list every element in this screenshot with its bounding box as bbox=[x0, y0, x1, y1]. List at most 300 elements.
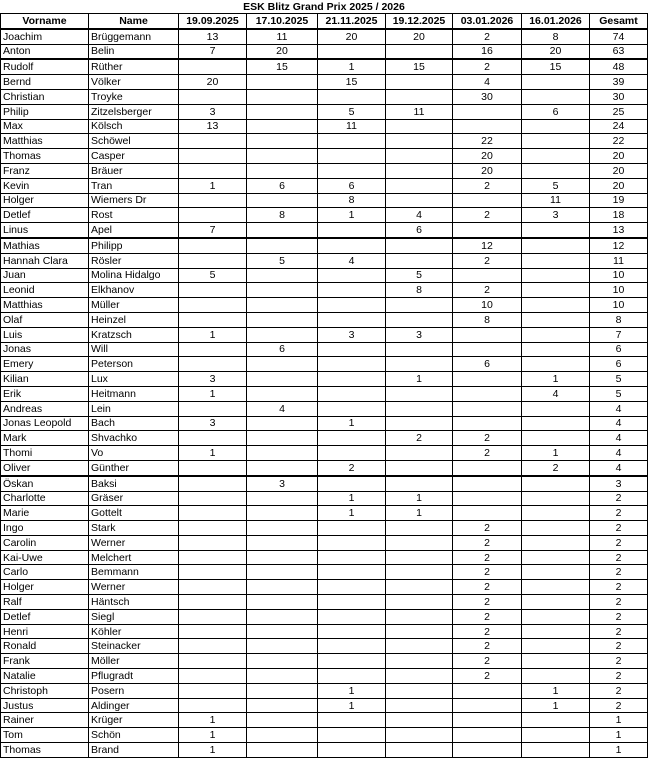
cell-date-4[interactable] bbox=[386, 521, 453, 536]
cell-date-2[interactable] bbox=[247, 639, 318, 654]
cell-date-5[interactable] bbox=[453, 698, 522, 713]
cell-vorname[interactable]: Anton bbox=[1, 44, 89, 59]
cell-date-4[interactable] bbox=[386, 669, 453, 684]
cell-date-5[interactable]: 2 bbox=[453, 565, 522, 580]
cell-date-5[interactable] bbox=[453, 342, 522, 357]
cell-gesamt[interactable]: 2 bbox=[590, 698, 648, 713]
cell-name[interactable]: Molina Hidalgo bbox=[89, 268, 179, 283]
cell-date-3[interactable]: 2 bbox=[318, 460, 386, 475]
cell-date-2[interactable]: 15 bbox=[247, 59, 318, 74]
cell-date-2[interactable] bbox=[247, 238, 318, 253]
cell-vorname[interactable]: Henri bbox=[1, 624, 89, 639]
column-header-gesamt[interactable]: Gesamt bbox=[590, 14, 648, 29]
cell-date-1[interactable] bbox=[179, 431, 247, 446]
cell-date-4[interactable] bbox=[386, 134, 453, 149]
cell-name[interactable]: Shvachko bbox=[89, 431, 179, 446]
cell-name[interactable]: Pflugradt bbox=[89, 669, 179, 684]
cell-gesamt[interactable]: 10 bbox=[590, 268, 648, 283]
cell-date-6[interactable] bbox=[522, 431, 590, 446]
cell-date-1[interactable] bbox=[179, 565, 247, 580]
cell-gesamt[interactable]: 2 bbox=[590, 624, 648, 639]
cell-gesamt[interactable]: 2 bbox=[590, 565, 648, 580]
cell-name[interactable]: Häntsch bbox=[89, 595, 179, 610]
cell-vorname[interactable]: Mathias bbox=[1, 238, 89, 253]
cell-date-2[interactable] bbox=[247, 163, 318, 178]
cell-name[interactable]: Steinacker bbox=[89, 639, 179, 654]
cell-name[interactable]: Rost bbox=[89, 208, 179, 223]
cell-date-4[interactable] bbox=[386, 624, 453, 639]
cell-name[interactable]: Troyke bbox=[89, 89, 179, 104]
cell-date-3[interactable] bbox=[318, 654, 386, 669]
cell-date-3[interactable]: 20 bbox=[318, 29, 386, 44]
cell-date-5[interactable]: 2 bbox=[453, 521, 522, 536]
cell-name[interactable]: Schöwel bbox=[89, 134, 179, 149]
cell-date-2[interactable] bbox=[247, 149, 318, 164]
cell-date-1[interactable] bbox=[179, 59, 247, 74]
cell-vorname[interactable]: Erik bbox=[1, 386, 89, 401]
cell-gesamt[interactable]: 3 bbox=[590, 476, 648, 491]
cell-date-4[interactable] bbox=[386, 609, 453, 624]
cell-date-4[interactable] bbox=[386, 119, 453, 134]
cell-date-3[interactable] bbox=[318, 728, 386, 743]
cell-date-3[interactable] bbox=[318, 550, 386, 565]
cell-name[interactable]: Heitmann bbox=[89, 386, 179, 401]
cell-name[interactable]: Bräuer bbox=[89, 163, 179, 178]
cell-date-2[interactable] bbox=[247, 446, 318, 461]
cell-name[interactable]: Zitzelsberger bbox=[89, 104, 179, 119]
cell-date-2[interactable] bbox=[247, 550, 318, 565]
cell-date-6[interactable]: 6 bbox=[522, 104, 590, 119]
cell-name[interactable]: Apel bbox=[89, 223, 179, 238]
cell-date-3[interactable] bbox=[318, 446, 386, 461]
cell-date-1[interactable] bbox=[179, 669, 247, 684]
cell-vorname[interactable]: Jonas Leopold bbox=[1, 416, 89, 431]
cell-date-2[interactable] bbox=[247, 327, 318, 342]
cell-date-6[interactable]: 3 bbox=[522, 208, 590, 223]
cell-date-3[interactable] bbox=[318, 669, 386, 684]
cell-date-6[interactable]: 1 bbox=[522, 683, 590, 698]
cell-date-6[interactable] bbox=[522, 134, 590, 149]
cell-date-4[interactable] bbox=[386, 698, 453, 713]
cell-name[interactable]: Tran bbox=[89, 178, 179, 193]
cell-date-3[interactable] bbox=[318, 476, 386, 491]
cell-date-4[interactable]: 5 bbox=[386, 268, 453, 283]
cell-date-2[interactable] bbox=[247, 609, 318, 624]
cell-date-5[interactable]: 10 bbox=[453, 298, 522, 313]
cell-date-6[interactable]: 1 bbox=[522, 698, 590, 713]
cell-date-2[interactable]: 6 bbox=[247, 342, 318, 357]
cell-gesamt[interactable]: 4 bbox=[590, 460, 648, 475]
cell-gesamt[interactable]: 25 bbox=[590, 104, 648, 119]
cell-date-1[interactable]: 3 bbox=[179, 372, 247, 387]
cell-date-6[interactable]: 5 bbox=[522, 178, 590, 193]
cell-vorname[interactable]: Max bbox=[1, 119, 89, 134]
cell-vorname[interactable]: Joachim bbox=[1, 29, 89, 44]
cell-date-3[interactable]: 4 bbox=[318, 253, 386, 268]
cell-gesamt[interactable]: 4 bbox=[590, 446, 648, 461]
cell-date-4[interactable] bbox=[386, 44, 453, 59]
cell-date-1[interactable] bbox=[179, 535, 247, 550]
cell-name[interactable]: Gottelt bbox=[89, 506, 179, 521]
cell-date-2[interactable] bbox=[247, 624, 318, 639]
column-header-date-6[interactable]: 16.01.2026 bbox=[522, 14, 590, 29]
cell-date-6[interactable] bbox=[522, 476, 590, 491]
cell-date-1[interactable] bbox=[179, 208, 247, 223]
cell-name[interactable]: Aldinger bbox=[89, 698, 179, 713]
cell-date-5[interactable]: 4 bbox=[453, 75, 522, 90]
cell-date-4[interactable]: 15 bbox=[386, 59, 453, 74]
cell-date-2[interactable]: 8 bbox=[247, 208, 318, 223]
cell-date-3[interactable] bbox=[318, 134, 386, 149]
cell-vorname[interactable]: Justus bbox=[1, 698, 89, 713]
cell-date-1[interactable]: 7 bbox=[179, 44, 247, 59]
cell-date-2[interactable]: 6 bbox=[247, 178, 318, 193]
cell-gesamt[interactable]: 2 bbox=[590, 580, 648, 595]
cell-gesamt[interactable]: 22 bbox=[590, 134, 648, 149]
cell-date-1[interactable] bbox=[179, 506, 247, 521]
cell-date-5[interactable] bbox=[453, 743, 522, 758]
column-header-vorname[interactable]: Vorname bbox=[1, 14, 89, 29]
cell-date-6[interactable] bbox=[522, 550, 590, 565]
cell-date-4[interactable] bbox=[386, 595, 453, 610]
cell-date-5[interactable]: 2 bbox=[453, 550, 522, 565]
cell-date-6[interactable] bbox=[522, 253, 590, 268]
cell-date-5[interactable] bbox=[453, 119, 522, 134]
cell-gesamt[interactable]: 5 bbox=[590, 372, 648, 387]
cell-date-4[interactable] bbox=[386, 743, 453, 758]
cell-date-5[interactable]: 2 bbox=[453, 595, 522, 610]
cell-date-3[interactable] bbox=[318, 386, 386, 401]
cell-date-6[interactable] bbox=[522, 743, 590, 758]
cell-date-3[interactable] bbox=[318, 401, 386, 416]
cell-date-4[interactable] bbox=[386, 460, 453, 475]
cell-vorname[interactable]: Hannah Clara bbox=[1, 253, 89, 268]
cell-date-4[interactable] bbox=[386, 683, 453, 698]
cell-date-3[interactable] bbox=[318, 89, 386, 104]
cell-date-3[interactable] bbox=[318, 149, 386, 164]
cell-date-6[interactable] bbox=[522, 506, 590, 521]
cell-gesamt[interactable]: 4 bbox=[590, 431, 648, 446]
cell-date-2[interactable] bbox=[247, 268, 318, 283]
cell-date-2[interactable]: 11 bbox=[247, 29, 318, 44]
cell-date-6[interactable]: 20 bbox=[522, 44, 590, 59]
cell-gesamt[interactable]: 6 bbox=[590, 342, 648, 357]
cell-date-5[interactable]: 20 bbox=[453, 163, 522, 178]
cell-gesamt[interactable]: 8 bbox=[590, 312, 648, 327]
cell-date-6[interactable] bbox=[522, 624, 590, 639]
column-header-date-2[interactable]: 17.10.2025 bbox=[247, 14, 318, 29]
cell-date-3[interactable] bbox=[318, 312, 386, 327]
cell-name[interactable]: Bemmann bbox=[89, 565, 179, 580]
cell-gesamt[interactable]: 2 bbox=[590, 521, 648, 536]
cell-date-6[interactable]: 2 bbox=[522, 460, 590, 475]
cell-date-2[interactable] bbox=[247, 416, 318, 431]
cell-gesamt[interactable]: 1 bbox=[590, 728, 648, 743]
cell-date-1[interactable]: 1 bbox=[179, 386, 247, 401]
cell-gesamt[interactable]: 1 bbox=[590, 743, 648, 758]
cell-date-1[interactable] bbox=[179, 460, 247, 475]
cell-date-5[interactable]: 22 bbox=[453, 134, 522, 149]
cell-date-6[interactable] bbox=[522, 149, 590, 164]
cell-name[interactable]: Elkhanov bbox=[89, 283, 179, 298]
cell-name[interactable]: Rüther bbox=[89, 59, 179, 74]
cell-vorname[interactable]: Ralf bbox=[1, 595, 89, 610]
cell-date-3[interactable]: 8 bbox=[318, 193, 386, 208]
cell-vorname[interactable]: Oliver bbox=[1, 460, 89, 475]
cell-date-4[interactable] bbox=[386, 178, 453, 193]
cell-vorname[interactable]: Luis bbox=[1, 327, 89, 342]
cell-date-3[interactable] bbox=[318, 44, 386, 59]
cell-gesamt[interactable]: 20 bbox=[590, 178, 648, 193]
cell-date-4[interactable] bbox=[386, 386, 453, 401]
cell-date-2[interactable] bbox=[247, 460, 318, 475]
cell-date-4[interactable]: 20 bbox=[386, 29, 453, 44]
cell-date-6[interactable]: 1 bbox=[522, 372, 590, 387]
cell-date-2[interactable] bbox=[247, 75, 318, 90]
cell-date-3[interactable]: 11 bbox=[318, 119, 386, 134]
cell-gesamt[interactable]: 18 bbox=[590, 208, 648, 223]
cell-date-5[interactable]: 6 bbox=[453, 357, 522, 372]
cell-gesamt[interactable]: 10 bbox=[590, 283, 648, 298]
cell-date-1[interactable]: 1 bbox=[179, 446, 247, 461]
cell-name[interactable]: Gräser bbox=[89, 491, 179, 506]
cell-date-6[interactable] bbox=[522, 669, 590, 684]
cell-date-5[interactable]: 20 bbox=[453, 149, 522, 164]
cell-vorname[interactable]: Rainer bbox=[1, 713, 89, 728]
cell-vorname[interactable]: Holger bbox=[1, 193, 89, 208]
column-header-date-3[interactable]: 21.11.2025 bbox=[318, 14, 386, 29]
cell-date-4[interactable] bbox=[386, 535, 453, 550]
cell-date-5[interactable] bbox=[453, 327, 522, 342]
cell-date-6[interactable]: 11 bbox=[522, 193, 590, 208]
cell-vorname[interactable]: Franz bbox=[1, 163, 89, 178]
cell-gesamt[interactable]: 39 bbox=[590, 75, 648, 90]
cell-date-2[interactable] bbox=[247, 104, 318, 119]
cell-date-1[interactable] bbox=[179, 163, 247, 178]
cell-vorname[interactable]: Thomas bbox=[1, 149, 89, 164]
cell-date-6[interactable] bbox=[522, 521, 590, 536]
cell-vorname[interactable]: Christoph bbox=[1, 683, 89, 698]
cell-date-5[interactable]: 12 bbox=[453, 238, 522, 253]
cell-date-5[interactable] bbox=[453, 683, 522, 698]
column-header-date-5[interactable]: 03.01.2026 bbox=[453, 14, 522, 29]
cell-gesamt[interactable]: 2 bbox=[590, 506, 648, 521]
cell-date-5[interactable]: 2 bbox=[453, 609, 522, 624]
cell-date-6[interactable] bbox=[522, 163, 590, 178]
cell-date-5[interactable] bbox=[453, 506, 522, 521]
cell-vorname[interactable]: Carolin bbox=[1, 535, 89, 550]
cell-date-2[interactable] bbox=[247, 312, 318, 327]
cell-date-4[interactable] bbox=[386, 713, 453, 728]
cell-name[interactable]: Kratzsch bbox=[89, 327, 179, 342]
cell-date-1[interactable] bbox=[179, 238, 247, 253]
cell-date-5[interactable]: 2 bbox=[453, 29, 522, 44]
cell-date-4[interactable]: 1 bbox=[386, 491, 453, 506]
cell-gesamt[interactable]: 5 bbox=[590, 386, 648, 401]
cell-date-2[interactable] bbox=[247, 89, 318, 104]
cell-date-1[interactable] bbox=[179, 253, 247, 268]
cell-date-6[interactable] bbox=[522, 491, 590, 506]
cell-date-5[interactable] bbox=[453, 372, 522, 387]
cell-name[interactable]: Günther bbox=[89, 460, 179, 475]
cell-date-6[interactable] bbox=[522, 565, 590, 580]
cell-date-3[interactable]: 1 bbox=[318, 506, 386, 521]
cell-date-1[interactable] bbox=[179, 298, 247, 313]
cell-date-3[interactable]: 5 bbox=[318, 104, 386, 119]
cell-date-5[interactable] bbox=[453, 223, 522, 238]
cell-date-1[interactable] bbox=[179, 550, 247, 565]
cell-date-2[interactable] bbox=[247, 565, 318, 580]
cell-date-1[interactable]: 1 bbox=[179, 327, 247, 342]
cell-name[interactable]: Vo bbox=[89, 446, 179, 461]
cell-date-6[interactable] bbox=[522, 595, 590, 610]
cell-date-1[interactable] bbox=[179, 683, 247, 698]
cell-date-6[interactable] bbox=[522, 639, 590, 654]
cell-date-3[interactable]: 1 bbox=[318, 59, 386, 74]
cell-date-1[interactable]: 20 bbox=[179, 75, 247, 90]
cell-date-2[interactable] bbox=[247, 357, 318, 372]
cell-date-4[interactable]: 8 bbox=[386, 283, 453, 298]
cell-date-4[interactable] bbox=[386, 565, 453, 580]
cell-name[interactable]: Werner bbox=[89, 580, 179, 595]
cell-gesamt[interactable]: 11 bbox=[590, 253, 648, 268]
cell-date-5[interactable]: 2 bbox=[453, 446, 522, 461]
column-header-date-1[interactable]: 19.09.2025 bbox=[179, 14, 247, 29]
cell-date-3[interactable]: 15 bbox=[318, 75, 386, 90]
cell-date-1[interactable] bbox=[179, 639, 247, 654]
cell-gesamt[interactable]: 1 bbox=[590, 713, 648, 728]
cell-date-4[interactable]: 1 bbox=[386, 506, 453, 521]
cell-date-3[interactable]: 1 bbox=[318, 208, 386, 223]
cell-date-3[interactable] bbox=[318, 595, 386, 610]
cell-date-5[interactable] bbox=[453, 713, 522, 728]
cell-vorname[interactable]: Kevin bbox=[1, 178, 89, 193]
cell-vorname[interactable]: Bernd bbox=[1, 75, 89, 90]
cell-date-1[interactable]: 1 bbox=[179, 728, 247, 743]
cell-date-2[interactable] bbox=[247, 713, 318, 728]
cell-gesamt[interactable]: 2 bbox=[590, 639, 648, 654]
cell-date-4[interactable] bbox=[386, 357, 453, 372]
cell-date-4[interactable] bbox=[386, 149, 453, 164]
cell-date-3[interactable] bbox=[318, 609, 386, 624]
cell-name[interactable]: Brand bbox=[89, 743, 179, 758]
cell-date-1[interactable]: 13 bbox=[179, 29, 247, 44]
cell-name[interactable]: Völker bbox=[89, 75, 179, 90]
cell-date-2[interactable] bbox=[247, 386, 318, 401]
cell-date-2[interactable] bbox=[247, 491, 318, 506]
cell-date-5[interactable]: 16 bbox=[453, 44, 522, 59]
cell-name[interactable]: Brüggemann bbox=[89, 29, 179, 44]
cell-date-1[interactable]: 1 bbox=[179, 713, 247, 728]
cell-gesamt[interactable]: 2 bbox=[590, 683, 648, 698]
cell-date-1[interactable] bbox=[179, 624, 247, 639]
cell-date-3[interactable] bbox=[318, 565, 386, 580]
cell-date-4[interactable] bbox=[386, 238, 453, 253]
cell-date-3[interactable] bbox=[318, 743, 386, 758]
cell-date-3[interactable] bbox=[318, 163, 386, 178]
cell-date-6[interactable] bbox=[522, 327, 590, 342]
cell-date-2[interactable] bbox=[247, 193, 318, 208]
cell-date-6[interactable]: 1 bbox=[522, 446, 590, 461]
cell-date-3[interactable] bbox=[318, 357, 386, 372]
cell-gesamt[interactable]: 2 bbox=[590, 491, 648, 506]
cell-name[interactable]: Baksi bbox=[89, 476, 179, 491]
cell-name[interactable]: Möller bbox=[89, 654, 179, 669]
cell-gesamt[interactable]: 2 bbox=[590, 550, 648, 565]
cell-date-4[interactable] bbox=[386, 401, 453, 416]
cell-gesamt[interactable]: 4 bbox=[590, 416, 648, 431]
cell-date-4[interactable]: 4 bbox=[386, 208, 453, 223]
cell-vorname[interactable]: Charlotte bbox=[1, 491, 89, 506]
cell-date-6[interactable] bbox=[522, 283, 590, 298]
cell-gesamt[interactable]: 19 bbox=[590, 193, 648, 208]
cell-vorname[interactable]: Olaf bbox=[1, 312, 89, 327]
cell-name[interactable]: Lux bbox=[89, 372, 179, 387]
cell-date-5[interactable] bbox=[453, 401, 522, 416]
cell-date-3[interactable]: 1 bbox=[318, 683, 386, 698]
cell-date-6[interactable] bbox=[522, 238, 590, 253]
cell-date-1[interactable] bbox=[179, 401, 247, 416]
cell-name[interactable]: Köhler bbox=[89, 624, 179, 639]
cell-date-3[interactable] bbox=[318, 372, 386, 387]
cell-date-4[interactable] bbox=[386, 253, 453, 268]
cell-name[interactable]: Melchert bbox=[89, 550, 179, 565]
cell-date-1[interactable]: 13 bbox=[179, 119, 247, 134]
cell-date-5[interactable] bbox=[453, 386, 522, 401]
cell-date-4[interactable] bbox=[386, 446, 453, 461]
cell-name[interactable]: Bach bbox=[89, 416, 179, 431]
cell-name[interactable]: Wiemers Dr bbox=[89, 193, 179, 208]
cell-date-3[interactable]: 1 bbox=[318, 491, 386, 506]
cell-vorname[interactable]: Juan bbox=[1, 268, 89, 283]
cell-name[interactable]: Rösler bbox=[89, 253, 179, 268]
cell-date-3[interactable] bbox=[318, 624, 386, 639]
cell-date-1[interactable] bbox=[179, 595, 247, 610]
cell-gesamt[interactable]: 2 bbox=[590, 595, 648, 610]
cell-date-3[interactable] bbox=[318, 431, 386, 446]
cell-date-2[interactable] bbox=[247, 283, 318, 298]
cell-date-1[interactable] bbox=[179, 149, 247, 164]
cell-date-2[interactable] bbox=[247, 654, 318, 669]
cell-date-6[interactable] bbox=[522, 298, 590, 313]
cell-date-6[interactable] bbox=[522, 535, 590, 550]
cell-date-6[interactable] bbox=[522, 580, 590, 595]
cell-date-5[interactable]: 2 bbox=[453, 253, 522, 268]
cell-vorname[interactable]: Holger bbox=[1, 580, 89, 595]
cell-date-3[interactable]: 1 bbox=[318, 416, 386, 431]
cell-name[interactable]: Belin bbox=[89, 44, 179, 59]
cell-date-5[interactable] bbox=[453, 104, 522, 119]
cell-vorname[interactable]: Christian bbox=[1, 89, 89, 104]
cell-date-3[interactable]: 6 bbox=[318, 178, 386, 193]
cell-name[interactable]: Kölsch bbox=[89, 119, 179, 134]
cell-vorname[interactable]: Philip bbox=[1, 104, 89, 119]
cell-date-2[interactable] bbox=[247, 372, 318, 387]
cell-gesamt[interactable]: 48 bbox=[590, 59, 648, 74]
cell-date-2[interactable] bbox=[247, 119, 318, 134]
cell-date-5[interactable]: 30 bbox=[453, 89, 522, 104]
cell-vorname[interactable]: Marie bbox=[1, 506, 89, 521]
cell-date-4[interactable] bbox=[386, 89, 453, 104]
cell-date-4[interactable] bbox=[386, 163, 453, 178]
cell-date-2[interactable]: 4 bbox=[247, 401, 318, 416]
cell-name[interactable]: Müller bbox=[89, 298, 179, 313]
cell-gesamt[interactable]: 20 bbox=[590, 149, 648, 164]
cell-date-5[interactable]: 2 bbox=[453, 431, 522, 446]
cell-date-6[interactable]: 4 bbox=[522, 386, 590, 401]
cell-gesamt[interactable]: 2 bbox=[590, 654, 648, 669]
cell-name[interactable]: Krüger bbox=[89, 713, 179, 728]
